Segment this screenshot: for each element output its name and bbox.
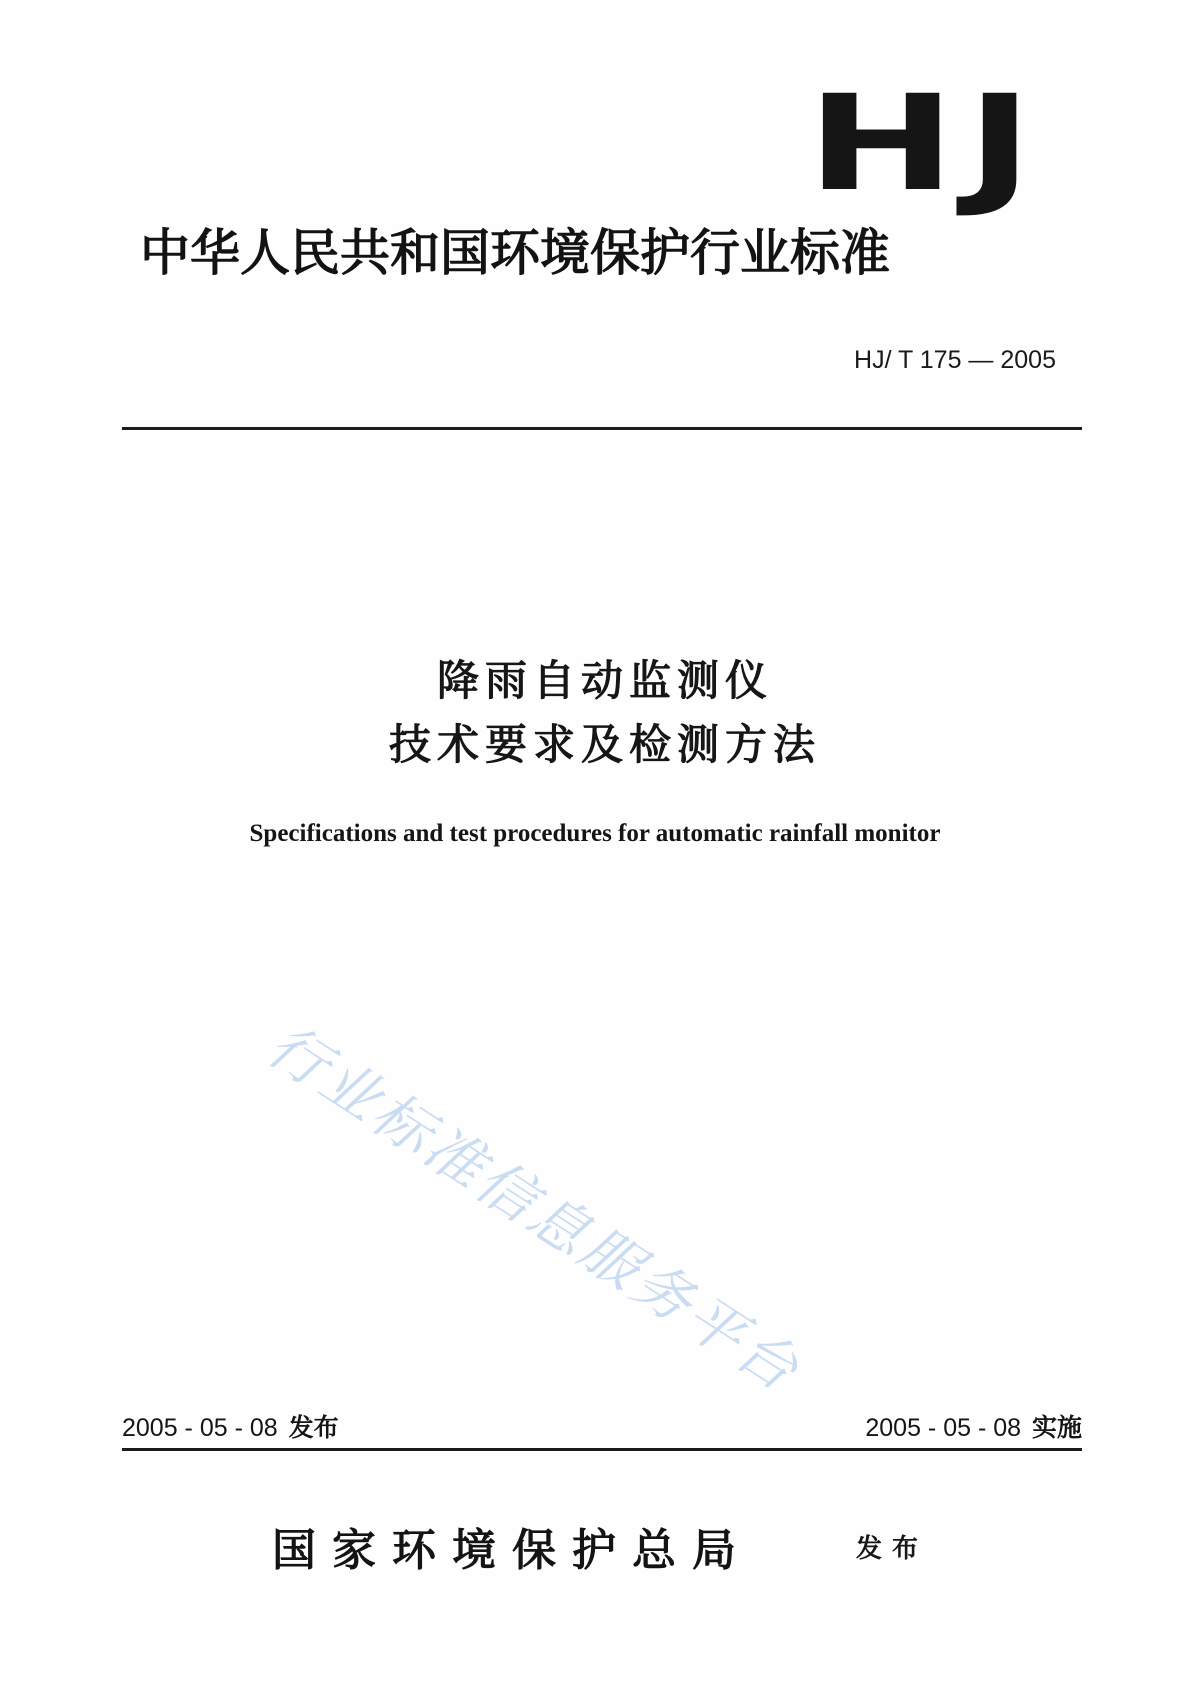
implement-label: 实施 [1031, 1413, 1082, 1442]
issue-date-block [122, 1408, 339, 1444]
top-divider [122, 427, 1082, 430]
main-title-line-2: 技术要求及检测方法 [388, 720, 821, 769]
publisher-name: 国家环境保护总局 [272, 1525, 752, 1576]
standard-number: HJ/ T 175 — 2005 [854, 346, 1056, 374]
main-title-line-1: 降雨自动监测仪 [436, 656, 773, 705]
bottom-divider [122, 1448, 1082, 1451]
issue-label: 发布 [288, 1413, 339, 1442]
implement-date: 2005 - 05 - 08 [865, 1414, 1022, 1442]
implement-date-block [865, 1408, 1082, 1444]
watermark: 行业标准信息服务平台 [255, 1010, 813, 1406]
org-title: 中华人民共和国环境保护行业标准 [140, 223, 890, 282]
hj-logo: HJ [806, 67, 1044, 221]
english-title: Specifications and test procedures for automatic rainfall monitor [249, 820, 941, 847]
issue-date: 2005 - 05 - 08 [122, 1414, 278, 1442]
publish-label: 发布 [856, 1534, 929, 1564]
